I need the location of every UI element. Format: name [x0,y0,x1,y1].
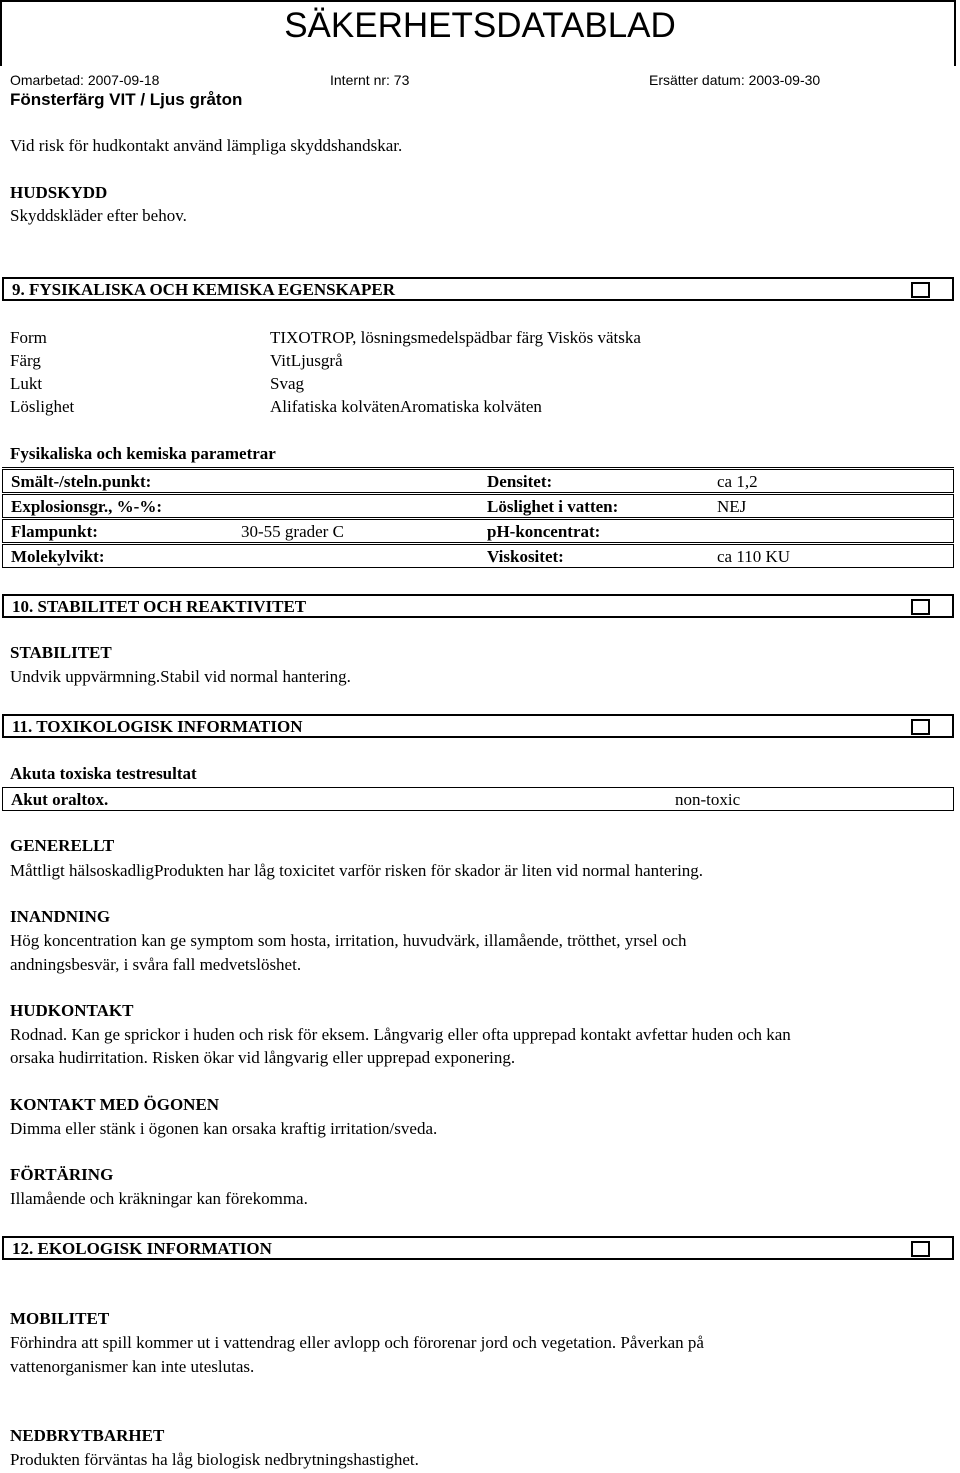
property-label-form: Form [10,328,47,347]
property-label-odor: Lukt [10,374,43,393]
general-text: Måttligt hälsoskadligProdukten har låg toxicitet varför risken för skador är liten vid normal hantering. [10,861,704,880]
param-label: pH-koncentrat: [487,522,601,541]
mobility-text-line: Förhindra att spill kommer ut i vattendrag eller avlopp och förorenar jord och vegetation. Påverkan på [10,1333,704,1352]
param-label: Explosionsgr., %-%: [11,497,162,516]
section-11-title: 11. TOXIKOLOGISK INFORMATION [12,717,303,736]
param-label: Densitet: [487,472,553,491]
property-value-color: VitLjusgrå [270,351,343,370]
skin-contact-text-line: orsaka hudirritation. Risken ökar vid långvarig eller upprepad exponering. [10,1048,516,1067]
stability-text: Undvik uppvärmning.Stabil vid normal hantering. [10,667,351,686]
param-label: Löslighet i vatten: [487,497,619,516]
param-row [2,544,954,568]
inhalation-text-line: Hög koncentration kan ge symptom som hosta, irritation, huvudvärk, illamående, trötthet, yrsel och [10,931,687,950]
acute-tox-row [2,787,954,811]
acute-tox-label: Akut oraltox. [11,790,109,809]
property-label-color: Färg [10,351,41,370]
param-value: NEJ [717,497,747,516]
acute-tox-value: non-toxic [675,790,741,809]
property-value-form: TIXOTROP, lösningsmedelspädbar färg Viskös vätska [270,328,641,347]
param-row [2,519,954,543]
section-10-title: 10. STABILITET OCH REAKTIVITET [12,597,307,616]
param-label: Molekylvikt: [11,547,105,566]
section-12-title: 12. EKOLOGISK INFORMATION [12,1239,272,1258]
param-label: Viskositet: [487,547,564,566]
param-value: ca 1,2 [717,472,758,491]
checkbox-icon [911,1241,930,1257]
inhalation-heading: INANDNING [10,907,111,926]
ingestion-heading: FÖRTÄRING [10,1165,114,1184]
document-title: SÄKERHETSDATABLAD [284,6,676,45]
hand-protection-text: Vid risk för hudkontakt använd lämpliga skyddshandskar. [10,136,403,155]
param-label: Flampunkt: [11,522,98,541]
body-protection-text: Skyddskläder efter behov. [10,206,187,225]
eye-contact-text: Dimma eller stänk i ögonen kan orsaka kraftig irritation/sveda. [10,1119,438,1138]
skin-contact-heading: HUDKONTAKT [10,1001,134,1020]
param-value: 30-55 grader C [241,522,344,541]
section-12-header [2,1236,954,1260]
param-row [2,469,954,493]
section-10-header [2,594,954,618]
stability-heading: STABILITET [10,643,112,662]
param-value: ca 110 KU [717,547,791,566]
checkbox-icon [911,599,930,615]
ingestion-text: Illamående och kräkningar kan förekomma. [10,1189,308,1208]
checkbox-icon [911,282,930,298]
product-name: Fönsterfärg VIT / Ljus gråton [10,90,243,109]
body-protection-heading: HUDSKYDD [10,183,108,202]
param-label: Smält-/steln.punkt: [11,472,152,491]
checkbox-icon [911,719,930,735]
section-11-header [2,714,954,738]
mobility-heading: MOBILITET [10,1309,110,1328]
acute-tox-heading: Akuta toxiska testresultat [10,764,197,783]
section-9-header [2,277,954,301]
degradability-heading: NEDBRYTBARHET [10,1426,165,1445]
property-value-odor: Svag [270,374,304,393]
replaces-date: Ersätter datum: 2003-09-30 [649,72,821,88]
inhalation-text-line: andningsbesvär, i svåra fall medvetslöshet. [10,955,302,974]
table-rule [2,467,954,468]
property-label-solubility: Löslighet [10,397,75,416]
revised-date: Omarbetad: 2007-09-18 [10,72,160,88]
general-heading: GENERELLT [10,836,115,855]
skin-contact-text-line: Rodnad. Kan ge sprickor i huden och risk för eksem. Långvarig eller ofta upprepad kontakt avfettar huden och kan [10,1025,791,1044]
degradability-text: Produkten förväntas ha låg biologisk nedbrytningshastighet. [10,1450,419,1469]
internal-number: Internt nr: 73 [330,72,410,88]
parameters-heading: Fysikaliska och kemiska parametrar [10,444,276,463]
property-value-solubility: Alifatiska kolvätenAromatiska kolväten [270,397,542,416]
section-9-title: 9. FYSIKALISKA OCH KEMISKA EGENSKAPER [12,280,396,299]
eye-contact-heading: KONTAKT MED ÖGONEN [10,1095,220,1114]
mobility-text-line: vattenorganismer kan inte uteslutas. [10,1357,255,1376]
param-row [2,494,954,518]
